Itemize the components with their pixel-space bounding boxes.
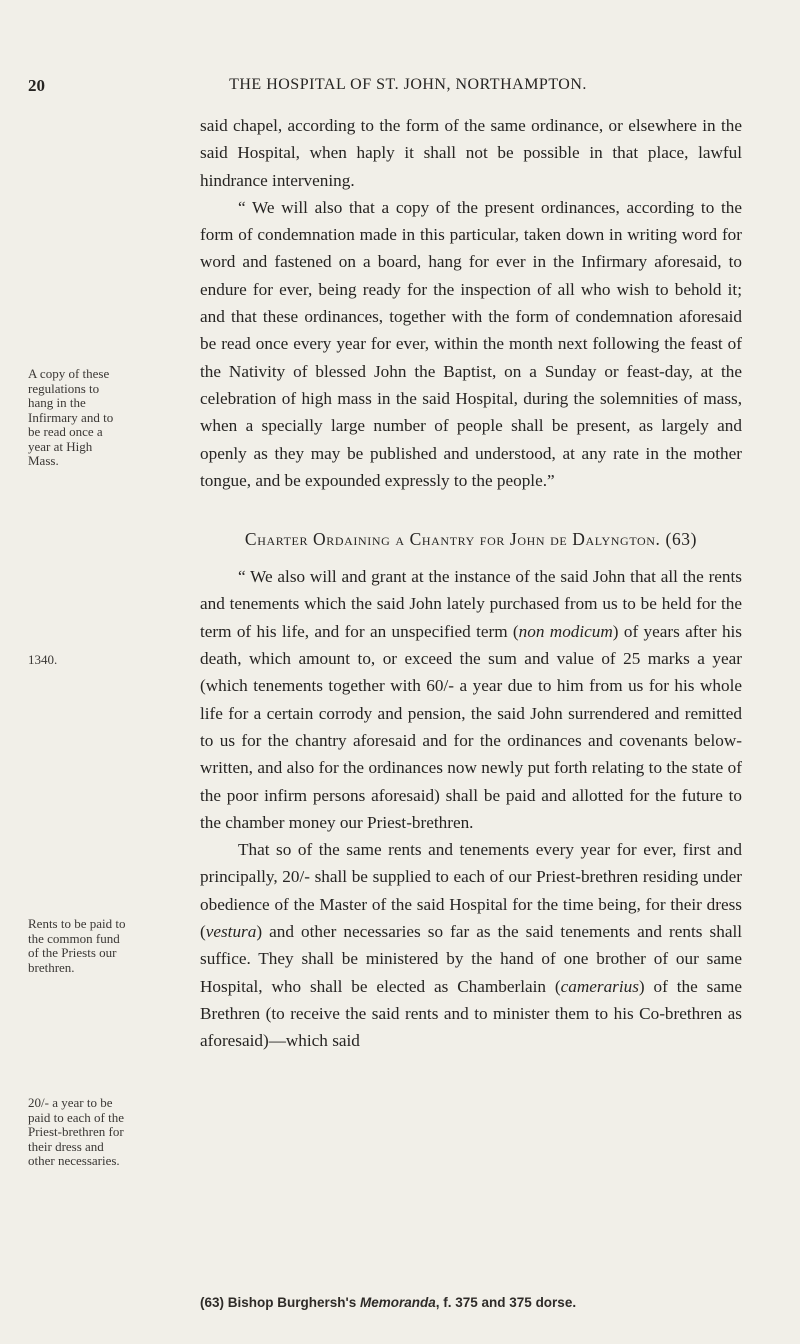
page-number: 20: [28, 76, 45, 95]
margin-note-copy-regulations: A copy of these regulations to hang in the Infirmary and to be read once a year at High Mass.: [28, 366, 114, 468]
paragraph-4-text-b: ) and other necessaries so far as the said tenements and rents shall suffice. They shall be ministered by the hand of one brother of our same Hospital, who shall be elected as Chamberlain (: [200, 922, 742, 996]
paragraph-2: “ We will also that a copy of the present ordinances, according to the form of condemnation made in this particular, taken down in writing word for word and fastened on a board, hang for ever in the Infirmary aforesaid, to endure for ever, being ready for the inspection of all who wish to behold it; and that these ordinances, together with the form of condemnation aforesaid be read once every year for ever, within the month next following the feast of the Nativity of blessed John the Baptist, on a Sunday or feast-day, at the celebration of high mass in the said Hospital, during the solemnities of mass, when a specially large number of people shall be present, as largely and openly as they may be published and understood, at any rate in the mother tongue, and be expounded expressly to the people.”: [200, 197, 742, 490]
margin-note-rents: Rents to be paid to the common fund of the Priests our brethren.: [28, 916, 126, 975]
page-header: [28, 76, 748, 106]
section-heading: Charter Ordaining a Chantry for John de Dalyngton. (63): [244, 529, 698, 550]
paragraph-3: [200, 563, 742, 836]
paragraph-4-text-a: That so of the same rents and tenements every year for ever, first and principally, 20/- shall be supplied to each of our Priest-brethren residing under obedience of the Master of the said Hospital for the time being, for their dress (: [200, 840, 742, 942]
running-title: THE HOSPITAL OF ST. JOHN, NORTHAMPTON.: [229, 76, 587, 93]
footnote-source-title: Memoranda: [359, 1295, 436, 1310]
paragraph-3-text-b: ) of years after his death, which amount to, or exceed the sum and value of 25 marks a year (which tenements together with 60/- a year due to him from us for his whole life for a certain corrody and pension, the said John surrendered and remitted to us for the chantry aforesaid and for the ordinances and covenants below-written, and also for the ordinances now newly put forth relating to the state of the poor infirm persons aforesaid) shall be paid and allotted for the future to the chamber money our Priest-brethren.: [200, 621, 742, 832]
paragraph-4: [200, 836, 742, 1054]
margin-note-dress-allowance: 20/- a year to be paid to each of the Priest-brethren for their dress and other necessaries.: [28, 1095, 125, 1168]
footnote: [200, 1295, 760, 1310]
footnote-text-b: , f. 375 and 375 dorse.: [435, 1295, 577, 1310]
main-text: [200, 112, 742, 1055]
paragraph-1: said chapel, according to the form of the same ordinance, or elsewhere in the said Hospital, when haply it shall not be possible in that place, lawful hindrance intervening.: [200, 116, 742, 190]
footnote-text-a: (63) Bishop Burghersh's: [200, 1295, 360, 1310]
paragraph-4-text-c: ) of the same Brethren (to receive the said rents and to minister them to his Co-brethren as aforesaid)—which said: [200, 976, 742, 1051]
latin-term-vestura: vestura: [205, 922, 257, 942]
margin-year: 1340.: [28, 652, 58, 667]
paragraph-3-text-a: “ We also will and grant at the instance of the said John that all the rents and tenements which the said John lately purchased from us to be held for the term of his life, and for an unspecified term (: [200, 567, 742, 641]
latin-term-camerarius: camerarius: [560, 976, 639, 996]
latin-term-non-modicum: non modicum: [518, 621, 613, 641]
